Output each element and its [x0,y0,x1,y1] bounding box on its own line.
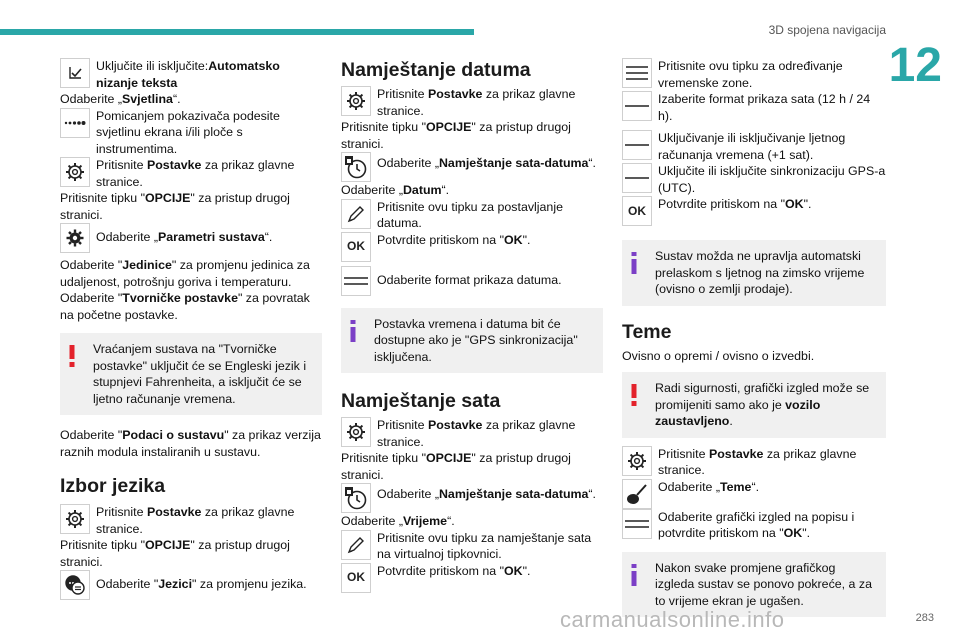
paragraph: Odaberite "Podaci o sustavu" za prikaz verzija raznih modula instaliranih u sustavu. [60,428,321,459]
warning-note [622,372,886,438]
info-icon [350,320,356,347]
gear-icon [341,417,371,447]
section-title: 3D spojena navigacija [768,23,886,37]
step-row [622,91,886,124]
step-row [622,130,886,163]
step-text: Uključite ili isključite sinkronizaciju GPS-a (UTC). [658,164,886,195]
paragraph: Odaberite "Jedinice" za promjenu jedinica za udaljenost, potrošnju goriva i temperaturu. [60,258,310,289]
gear-icon [60,157,90,187]
step-row [60,108,322,158]
step-text: Pomicanjem pokazivača podesite svjetlinu ekrana i/ili ploče s instrumentima. [96,108,280,156]
step-row [341,530,603,563]
ok-button-icon: OK [622,196,652,226]
step-text: Izaberite format prikaza sata (12 h / 24 h). [658,92,871,123]
step-text: Pritisnite ovu tipku za određivanje vremenske zone. [658,59,843,90]
gear-icon [60,504,90,534]
paragraph: Pritisnite tipku "OPCIJE" za pristup drugoj stranici. [341,451,571,482]
list-icon [622,58,652,88]
step-row: OK Potvrdite pritiskom na "OK". [341,563,603,593]
ok-button-icon: OK [341,232,371,262]
pencil-icon [341,530,371,560]
section-heading: Namještanje sata [341,390,501,412]
page-number: 283 [915,612,934,624]
step-row [622,58,886,91]
warning-icon [631,384,637,411]
step-row: Pritisnite Postavke za prikaz glavne stranice. [341,417,603,450]
info-text: Nakon svake promjene grafičkog izgleda sustav se ponovo pokreće, a za to vrijeme ekran je ugašen. [655,560,872,608]
language-icon [60,570,90,600]
step-row [60,58,322,91]
step-text: Uključite ili isključite: [96,59,209,73]
paragraph: Odaberite „Svjetlina“. [60,92,181,106]
warning-note [60,333,322,415]
format-select-icon [622,509,652,539]
info-note [622,240,886,306]
info-icon [631,252,637,279]
step-row: Pritisnite Postavke za prikaz glavne stranice. [60,504,322,537]
toggle-line-icon [622,130,652,160]
step-text-bold: Automatsko nizanje teksta [96,59,280,90]
step-text: Odaberite format prikaza datuma. [377,272,562,287]
clock-calendar-icon [341,152,371,182]
step-row: Pritisnite Postavke za prikaz glavne stranice. [341,86,603,119]
watermark: carmanualsonline.info [560,607,785,632]
warning-text: Vraćanjem sustava na "Tvorničke postavke" uključit će se Engleski jezik i stupnjevi Fahrenheita, a isključit će se ljetno računanje vremena. [93,342,307,406]
slider-icon [60,108,90,138]
paint-brush-icon [622,479,652,509]
info-icon [631,564,637,591]
paragraph: Pritisnite tipku "OPCIJE" za pristup drugoj stranici. [60,191,290,222]
step-row: Odaberite "Jezici" za promjenu jezika. [60,570,322,600]
paragraph: Pritisnite tipku "OPCIJE" za pristup drugoj stranici. [60,538,290,569]
column-2 [341,58,603,593]
ok-button-icon: OK [341,563,371,593]
info-text: Sustav možda ne upravlja automatski prelaskom s ljetnog na zimsko vrijeme (ovisno o zemlji prodaje). [655,249,865,296]
format-select-icon [341,266,371,296]
toggle-line-icon [622,163,652,193]
step-row [622,163,886,196]
step-row: Odaberite „Teme“. [622,479,886,509]
step-row: Odaberite „Namještanje sata-datuma“. [341,152,603,182]
step-row: OK Potvrdite pritiskom na "OK". [622,196,886,226]
gear-icon [622,446,652,476]
paragraph: Ovisno o opremi / ovisno o izvedbi. [622,348,815,363]
step-text: Uključivanje ili isključivanje ljetnog računanja vremena (+1 sat). [658,131,846,162]
step-text: Pritisnite ovu tipku za postavljanje datuma. [377,199,563,230]
step-row: OK Potvrdite pritiskom na "OK". [341,232,603,262]
clock-calendar-icon [341,483,371,513]
chapter-number: 12 [888,39,942,92]
paragraph: Pritisnite tipku "OPCIJE" za pristup drugoj stranici. [341,120,571,151]
step-row [341,199,603,232]
step-row: Odaberite grafički izgled na popisu i potvrdite pritiskom na "OK". [622,509,886,542]
warning-icon [69,345,75,372]
section-heading: Namještanje datuma [341,59,531,81]
paragraph: Odaberite "Tvorničke postavke" za povratak na početne postavke. [60,291,310,322]
gear-icon [60,223,90,253]
step-row: Odaberite „Namještanje sata-datuma“. [341,483,603,513]
pencil-icon [341,199,371,229]
header-accent-bar [0,29,474,35]
info-text: Postavka vremena i datuma bit će dostupne ako je "GPS sinkronizacija" isključena. [374,316,578,364]
step-row: Odaberite „Parametri sustava“. [60,223,322,253]
toggle-line-icon [622,91,652,121]
section-heading: Izbor jezika [60,475,166,497]
paragraph: Odaberite „Datum“. [341,183,450,197]
gear-icon [341,86,371,116]
column-1 [60,58,322,600]
step-row: Pritisnite Postavke za prikaz glavne stranice. [60,157,322,190]
section-heading: Teme [622,320,672,343]
checkbox-icon [60,58,90,88]
column-3 [622,58,886,617]
warning-text: Radi sigurnosti, grafički izgled može se promijeniti samo ako je vozilo zaustavljeno. [655,381,870,428]
paragraph: Odaberite „Vrijeme“. [341,514,455,528]
step-row: Pritisnite Postavke za prikaz glavne stranice. [622,446,886,479]
step-row [341,266,603,296]
info-note [341,308,603,374]
step-text: Pritisnite ovu tipku za namještanje sata na virtualnoj tipkovnici. [377,530,592,561]
